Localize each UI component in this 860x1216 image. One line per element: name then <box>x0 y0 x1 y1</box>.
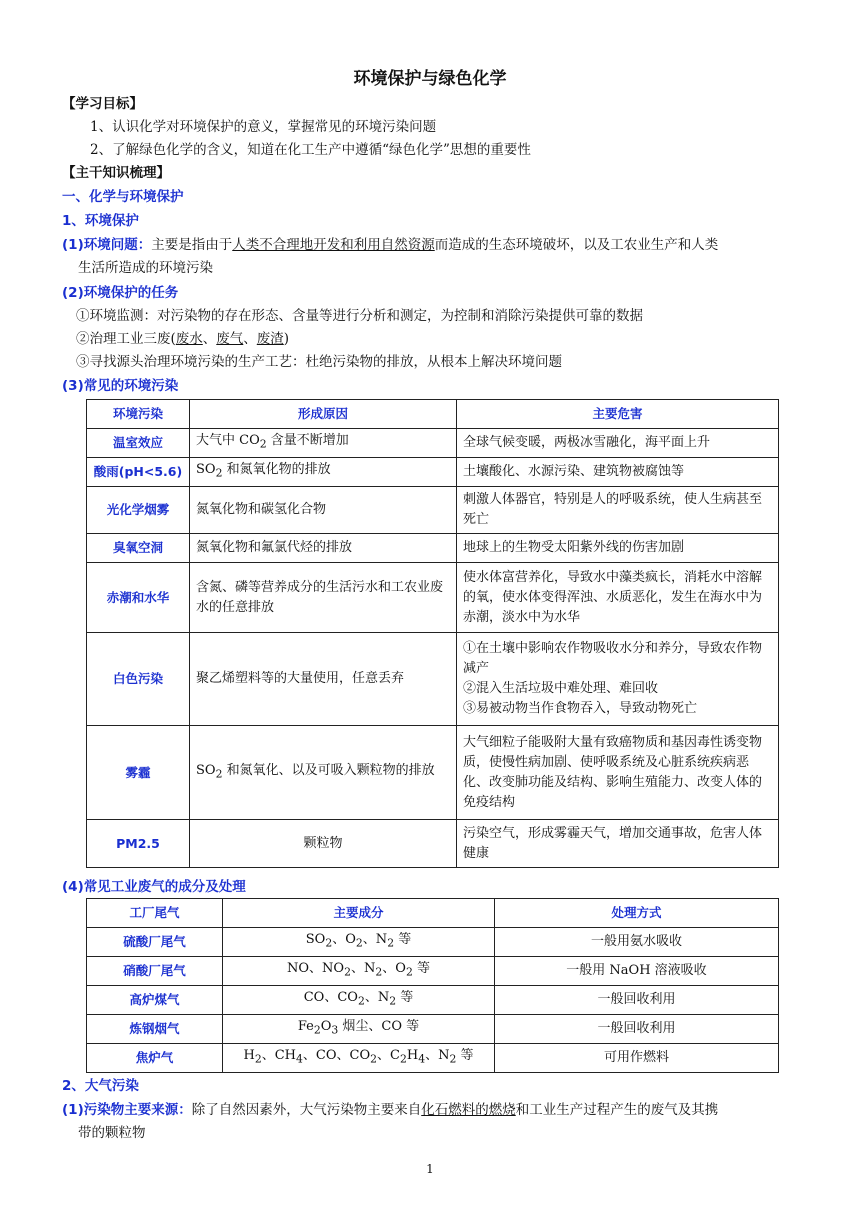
section-heading-1: 一、化学与环境保护 <box>62 189 184 205</box>
task-item-2: ②治理工业三废(废水、废气、废渣) <box>76 331 290 347</box>
composition-cell: NO、$NO_2$、$N_2$、$O_2$ 等 <box>223 957 495 986</box>
harm-cell: 使水体富营养化，导致水中藻类疯长，消耗水中溶解的氧，使水体变得浑浊、水质恶化，发生在海水中为赤潮，淡水中为水华 <box>457 563 779 633</box>
pollution-name-cell: 臭氧空洞 <box>87 534 190 563</box>
task-item-1: ①环境监测：对污染物的存在形态、含量等进行分析和测定，为控制和消除污染提供可靠的数据 <box>76 308 643 324</box>
paragraph-label-tasks: (2)环境保护的任务 <box>62 285 179 301</box>
harm-cell: 大气细粒子能吸附大量有致癌物质和基因毒性诱变物质，使慢性病加剧、使呼吸系统及心脏系统疾病恶化、改变肺功能及结构、影响生殖能力、改变人体的免疫结构 <box>457 726 779 820</box>
table-row <box>87 820 779 868</box>
cause-cell: $SO_2$ 和氮氧化物的排放 <box>190 458 457 487</box>
paragraph-continuation: 带的颗粒物 <box>78 1125 146 1141</box>
factory-name-cell: 硫酸厂尾气 <box>87 928 223 957</box>
pollution-name-cell: 赤潮和水华 <box>87 563 190 633</box>
table-row <box>87 458 779 487</box>
factory-name-cell: 硝酸厂尾气 <box>87 957 223 986</box>
table-row <box>87 429 779 458</box>
table-row <box>87 563 779 633</box>
pollution-name-cell: 酸雨(pH<5.6) <box>87 458 190 487</box>
harm-cell: 地球上的生物受太阳紫外线的伤害加剧 <box>457 534 779 563</box>
goal-2: 2、了解绿色化学的含义，知道在化工生产中遵循“绿色化学”思想的重要性 <box>90 142 531 158</box>
table-row <box>87 487 779 534</box>
table-row <box>87 986 779 1015</box>
task-item-3: ③寻找源头治理环境污染的生产工艺：杜绝污染物的排放，从根本上解决环境问题 <box>76 354 562 370</box>
harm-line: ③易被动物当作食物吞入，导致动物死亡 <box>463 701 698 716</box>
paragraph-label-waste-gas: (4)常见工业废气的成分及处理 <box>62 879 246 895</box>
treatment-cell: 可用作燃料 <box>495 1044 779 1073</box>
page-title: 环境保护与绿色化学 <box>353 69 507 89</box>
treatment-cell: 一般用氨水吸收 <box>495 928 779 957</box>
harm-line: ②混入生活垃圾中难处理、难回收 <box>463 681 659 696</box>
composition-cell: $Fe_2O_3$ 烟尘、CO 等 <box>223 1015 495 1044</box>
table-row <box>87 928 779 957</box>
composition-cell: $H_2$、$CH_4$、CO、$CO_2$、$C_2H_4$、$N_2$ 等 <box>223 1044 495 1073</box>
pollution-name-cell: 光化学烟雾 <box>87 487 190 534</box>
page-number: 1 <box>426 1162 434 1176</box>
table-row <box>87 1044 779 1073</box>
harm-cell: 刺激人体器官，特别是人的呼吸系统，使人生病甚至死亡 <box>457 487 779 534</box>
factory-name-cell: 炼钢烟气 <box>87 1015 223 1044</box>
cause-cell: 聚乙烯塑料等的大量使用，任意丢弃 <box>190 633 457 726</box>
pollution-table <box>86 399 779 868</box>
table-header-row: 环境污染 形成原因 主要危害 <box>87 400 779 429</box>
harm-cell: 土壤酸化、水源污染、建筑物被腐蚀等 <box>457 458 779 487</box>
harm-cell <box>457 633 779 726</box>
factory-name-cell: 高炉煤气 <box>87 986 223 1015</box>
table-row <box>87 534 779 563</box>
waste-gas-table <box>86 898 779 1073</box>
harm-cell: 全球气候变暖，两极冰雪融化，海平面上升 <box>457 429 779 458</box>
harm-cell: 污染空气，形成雾霾天气，增加交通事故，危害人体健康 <box>457 820 779 868</box>
cause-cell: 氮氧化物和氟氯代烃的排放 <box>190 534 457 563</box>
composition-cell: CO、$CO_2$、$N_2$ 等 <box>223 986 495 1015</box>
composition-cell: $SO_2$、$O_2$、$N_2$ 等 <box>223 928 495 957</box>
treatment-cell: 一般用 NaOH 溶液吸收 <box>495 957 779 986</box>
pollution-name-cell: PM2.5 <box>87 820 190 868</box>
treatment-cell: 一般回收利用 <box>495 1015 779 1044</box>
paragraph-label-pollution: (3)常见的环境污染 <box>62 378 179 394</box>
table-row <box>87 633 779 726</box>
paragraph-label: (1)污染物主要来源： <box>62 1102 192 1118</box>
paragraph-label: (1)环境问题： <box>62 237 152 253</box>
cause-cell: 大气中 $CO_2$ 含量不断增加 <box>190 429 457 458</box>
paragraph-continuation: 生活所造成的环境污染 <box>78 260 213 276</box>
table-header-row: 工厂尾气 主要成分 处理方式 <box>87 899 779 928</box>
knowledge-header: 【主干知识梳理】 <box>62 165 170 181</box>
subsection-heading-2: 2、大气污染 <box>62 1078 139 1094</box>
subsection-heading-1: 1、环境保护 <box>62 213 139 229</box>
treatment-cell: 一般回收利用 <box>495 986 779 1015</box>
pollution-name-cell: 白色污染 <box>87 633 190 726</box>
cause-cell: 氮氧化物和碳氢化合物 <box>190 487 457 534</box>
table-row <box>87 726 779 820</box>
harm-line: ①在土壤中影响农作物吸收水分和养分，导致农作物减产 <box>463 641 763 676</box>
underlined-key-phrase: 化石燃料的燃烧 <box>421 1102 516 1118</box>
paragraph-pollutant-source: (1)污染物主要来源：除了自然因素外，大气污染物主要来自化石燃料的燃烧和工业生产过程产生的废气及其携 <box>62 1102 719 1118</box>
cause-cell: 含氮、磷等营养成分的生活污水和工农业废水的任意排放 <box>190 563 457 633</box>
cause-cell: 颗粒物 <box>190 820 457 868</box>
pollution-name-cell: 雾霾 <box>87 726 190 820</box>
table-row <box>87 1015 779 1044</box>
goals-header: 【学习目标】 <box>62 96 143 112</box>
table-row <box>87 957 779 986</box>
factory-name-cell: 焦炉气 <box>87 1044 223 1073</box>
pollution-name-cell: 温室效应 <box>87 429 190 458</box>
goal-1: 1、认识化学对环境保护的意义，掌握常见的环境污染问题 <box>90 119 437 135</box>
underlined-key-phrase: 人类不合理地开发和利用自然资源 <box>232 237 435 253</box>
paragraph-environment-problem: (1)环境问题：主要是指由于人类不合理地开发和利用自然资源而造成的生态环境破坏，以及工农业生产和人类 <box>62 237 719 253</box>
cause-cell: $SO_2$ 和氮氧化、以及可吸入颗粒物的排放 <box>190 726 457 820</box>
